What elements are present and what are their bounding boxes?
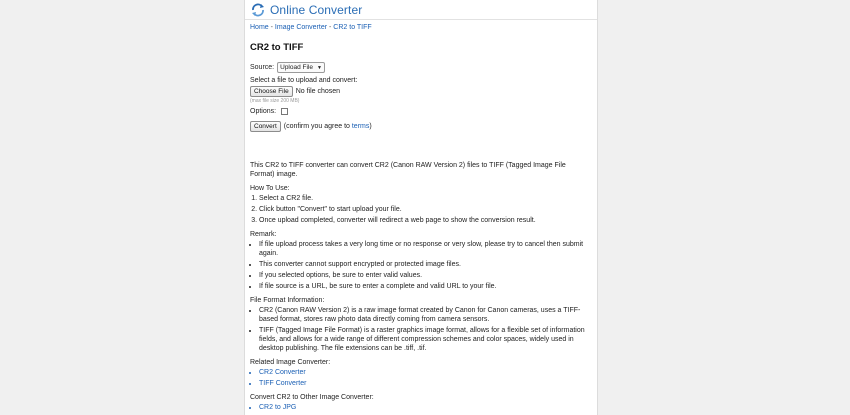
how-to-steps [250, 194, 592, 225]
list-item: • If file source is a URL, be sure to enter a complete and valid URL to your file. [259, 282, 592, 291]
source-select[interactable] [277, 62, 325, 73]
convert-link-cr2-to-jpg[interactable]: • CR2 to JPG [259, 403, 592, 412]
convert-row [250, 121, 592, 132]
no-file-chosen-text: No file chosen [295, 88, 341, 95]
how-to-heading: How To Use: [250, 185, 290, 192]
remark-section [250, 231, 592, 291]
source-select-value: Upload File [280, 64, 314, 71]
page-title: CR2 to TIFF [250, 42, 304, 53]
options-row [250, 108, 592, 115]
site-name[interactable]: Online Converter [270, 2, 363, 17]
list-item: • This converter cannot support encrypted or protected image files. [259, 260, 592, 269]
source-row [250, 62, 592, 73]
list-item: 3. Once upload completed, converter will redirect a web page to show the conversion result. [259, 216, 592, 225]
related-heading: Related Image Converter: [250, 359, 331, 366]
remark-list [250, 240, 592, 291]
file-format-heading: File Format Information: [250, 297, 325, 304]
max-file-size-note: (max file size 200 MB) [250, 98, 300, 104]
main-content-panel [244, 0, 598, 415]
list-item: • CR2 (Canon RAW Version 2) is a raw image format created by Canon for Canon cameras, uses a TIFF-based format, stores raw photo data directly coming from camera sensors. [259, 306, 592, 324]
select-file-label: Select a file to upload and convert: [250, 77, 358, 84]
options-label: Options: [250, 108, 277, 115]
convert-other-list [250, 403, 592, 412]
options-checkbox[interactable] [281, 108, 288, 115]
site-header [245, 0, 597, 20]
ad-spacer [250, 132, 592, 161]
breadcrumb-separator: - [268, 24, 275, 31]
related-link-tiff-converter[interactable]: • TIFF Converter [259, 379, 592, 388]
breadcrumb-separator: - [327, 24, 334, 31]
breadcrumb [250, 24, 592, 31]
breadcrumb-home-link[interactable]: Home [250, 24, 269, 31]
converter-logo-icon[interactable] [250, 3, 266, 17]
file-format-section [250, 297, 592, 353]
converter-description: This CR2 to TIFF converter can convert CR2 (Canon RAW Version 2) files to TIFF (Tagged Image File Format) image. [250, 162, 566, 178]
convert-button[interactable]: Convert [250, 121, 281, 132]
breadcrumb-current-link[interactable]: CR2 to TIFF [333, 24, 372, 31]
file-input-row [250, 86, 592, 97]
convert-other-section [250, 394, 592, 412]
terms-link[interactable]: terms [351, 123, 370, 130]
how-to-section [250, 185, 592, 225]
breadcrumb-image-converter-link[interactable]: Image Converter [274, 24, 328, 31]
list-item: 2. Click button "Convert" to start upload your file. [259, 205, 592, 214]
list-item: 1. Select a CR2 file. [259, 194, 592, 203]
chevron-down-icon: ▼ [317, 64, 322, 71]
convert-other-heading: Convert CR2 to Other Image Converter: [250, 394, 374, 401]
remark-heading: Remark: [250, 231, 277, 238]
list-item: • If file upload process takes a very long time or no response or very slow, please try to cancel then submit again. [259, 240, 592, 258]
related-converters-section [250, 359, 592, 388]
related-link-cr2-converter[interactable]: • CR2 Converter [259, 368, 592, 377]
file-format-list [250, 306, 592, 353]
source-label: Source: [250, 64, 275, 71]
related-list [250, 368, 592, 388]
choose-file-button[interactable]: Choose File [250, 86, 293, 97]
confirm-text: (confirm you agree to terms) [283, 123, 372, 130]
list-item: • TIFF (Tagged Image File Format) is a raster graphics image format, allows for a flexible set of information fields, and allows for a wide range of different compression schemes and color spaces, widely used in desktop publishing. The file extensions can be .tiff, .tif. [259, 326, 592, 353]
list-item: • If you selected options, be sure to enter valid values. [259, 271, 592, 280]
